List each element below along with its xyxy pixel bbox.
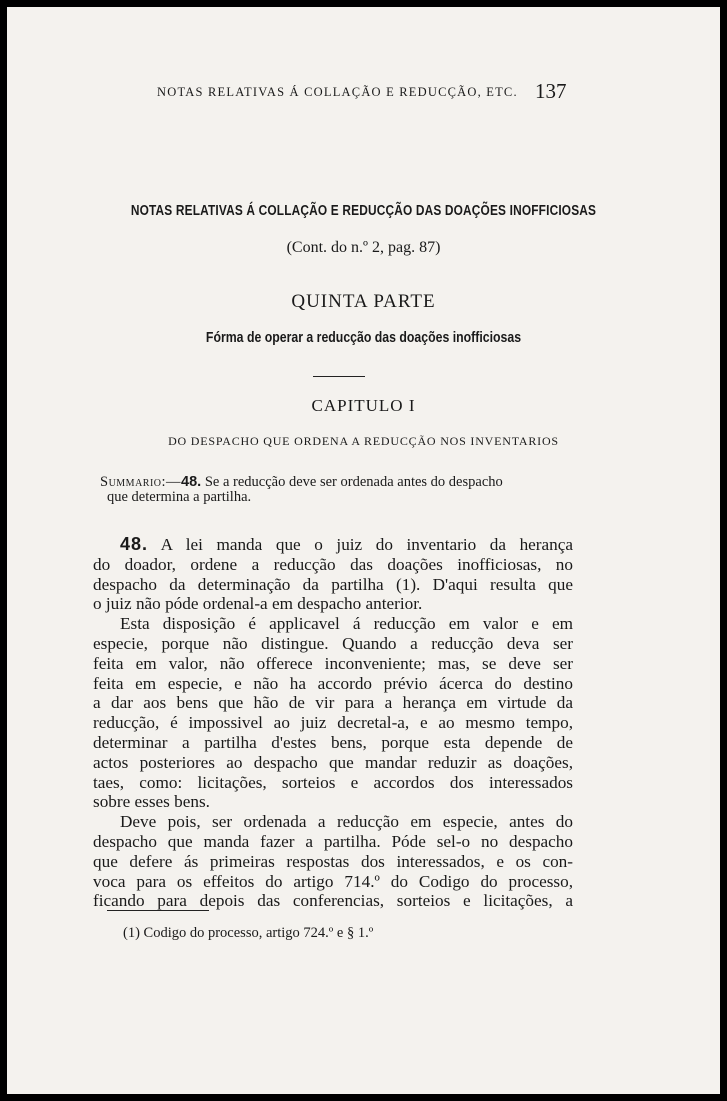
footnote-divider — [107, 910, 209, 911]
paragraph-line: do doador, ordene a reducção das doações inofficiosas, no — [93, 554, 573, 574]
summary-text-2: que determina a partilha. — [107, 489, 252, 505]
body-text — [93, 535, 573, 911]
chapter-title: CAPITULO I — [311, 396, 416, 415]
part-title: QUINTA PARTE — [291, 291, 436, 312]
footnote: (1) Codigo do processo, artigo 724.º e § 1.º — [123, 925, 374, 941]
paragraph-line: que defere ás primeiras respostas dos interessados, e os con- — [93, 851, 573, 871]
paragraph-line: a dar aos bens que hão de vir para a herança em virtude da — [93, 693, 573, 713]
paragraph-line: Esta disposição é applicavel á reducção em valor e em — [120, 614, 573, 634]
summary-label: Summario:— — [100, 474, 182, 490]
paragraph-line: sobre esses bens. — [93, 792, 210, 812]
paragraph-line: Deve pois, ser ordenada a reducção em especie, antes do — [120, 812, 573, 832]
paragraph-line: reducção, é impossivel ao juiz decretal-a, e ao mesmo tempo, — [93, 713, 573, 733]
summary-text-1: Se a reducção deve ser ordenada antes do despacho — [204, 474, 503, 490]
paragraph-line: despacho que manda fazer a partilha. Póde sel-o no despacho — [93, 831, 573, 851]
summary-line-1 — [100, 475, 580, 490]
paragraph-line: feita em especie, e não ha accordo prévio ácerca do destino — [93, 673, 573, 693]
paragraph-number: 48. — [120, 534, 149, 554]
summary — [100, 475, 580, 505]
page-number: 137 — [535, 79, 567, 103]
chapter-subtitle: DO DESPACHO QUE ORDENA A REDUCÇÃO NOS INVENTARIOS — [168, 434, 559, 448]
paragraph-line: ficando para depois das conferencias, sorteios e licitações, a — [93, 891, 573, 911]
running-header: NOTAS RELATIVAS Á COLLAÇÃO E REDUCÇÃO, ETC. — [157, 85, 518, 99]
part-subtitle: Fórma de operar a reducção das doações inofficiosas — [205, 329, 522, 346]
paragraph-line: o juiz não póde ordenal-a em despacho anterior. — [93, 594, 423, 614]
section-divider — [313, 376, 365, 377]
continuation-note: (Cont. do n.º 2, pag. 87) — [286, 239, 441, 256]
summary-number: 48. — [181, 474, 202, 490]
paragraph-line: voca para os effeitos do artigo 714.º do Codigo do processo, — [93, 871, 573, 891]
paragraph-line: taes, como: licitações, sorteios e accordos dos interessados — [93, 772, 573, 792]
main-title: NOTAS RELATIVAS Á COLLAÇÃO E REDUCÇÃO DAS DOAÇÕES INOFFICIOSAS — [130, 203, 597, 219]
paragraph-line: 48. A lei manda que o juiz do inventario da herança — [120, 534, 574, 554]
paragraph-line: feita em valor, não offerece inconveniente; mas, se deve ser — [93, 653, 573, 673]
paragraph-line: especie, porque não distingue. Quando a reducção deva ser — [93, 633, 573, 653]
paragraph-line: determinar a partilha d'estes bens, porque esta depende de — [93, 732, 573, 752]
book-page — [7, 7, 720, 1094]
paragraph-line: despacho da determinação da partilha (1). D'aqui resulta que — [93, 574, 573, 594]
paragraph-line: actos posteriores ao despacho que mandar reduzir as doações, — [93, 752, 573, 772]
